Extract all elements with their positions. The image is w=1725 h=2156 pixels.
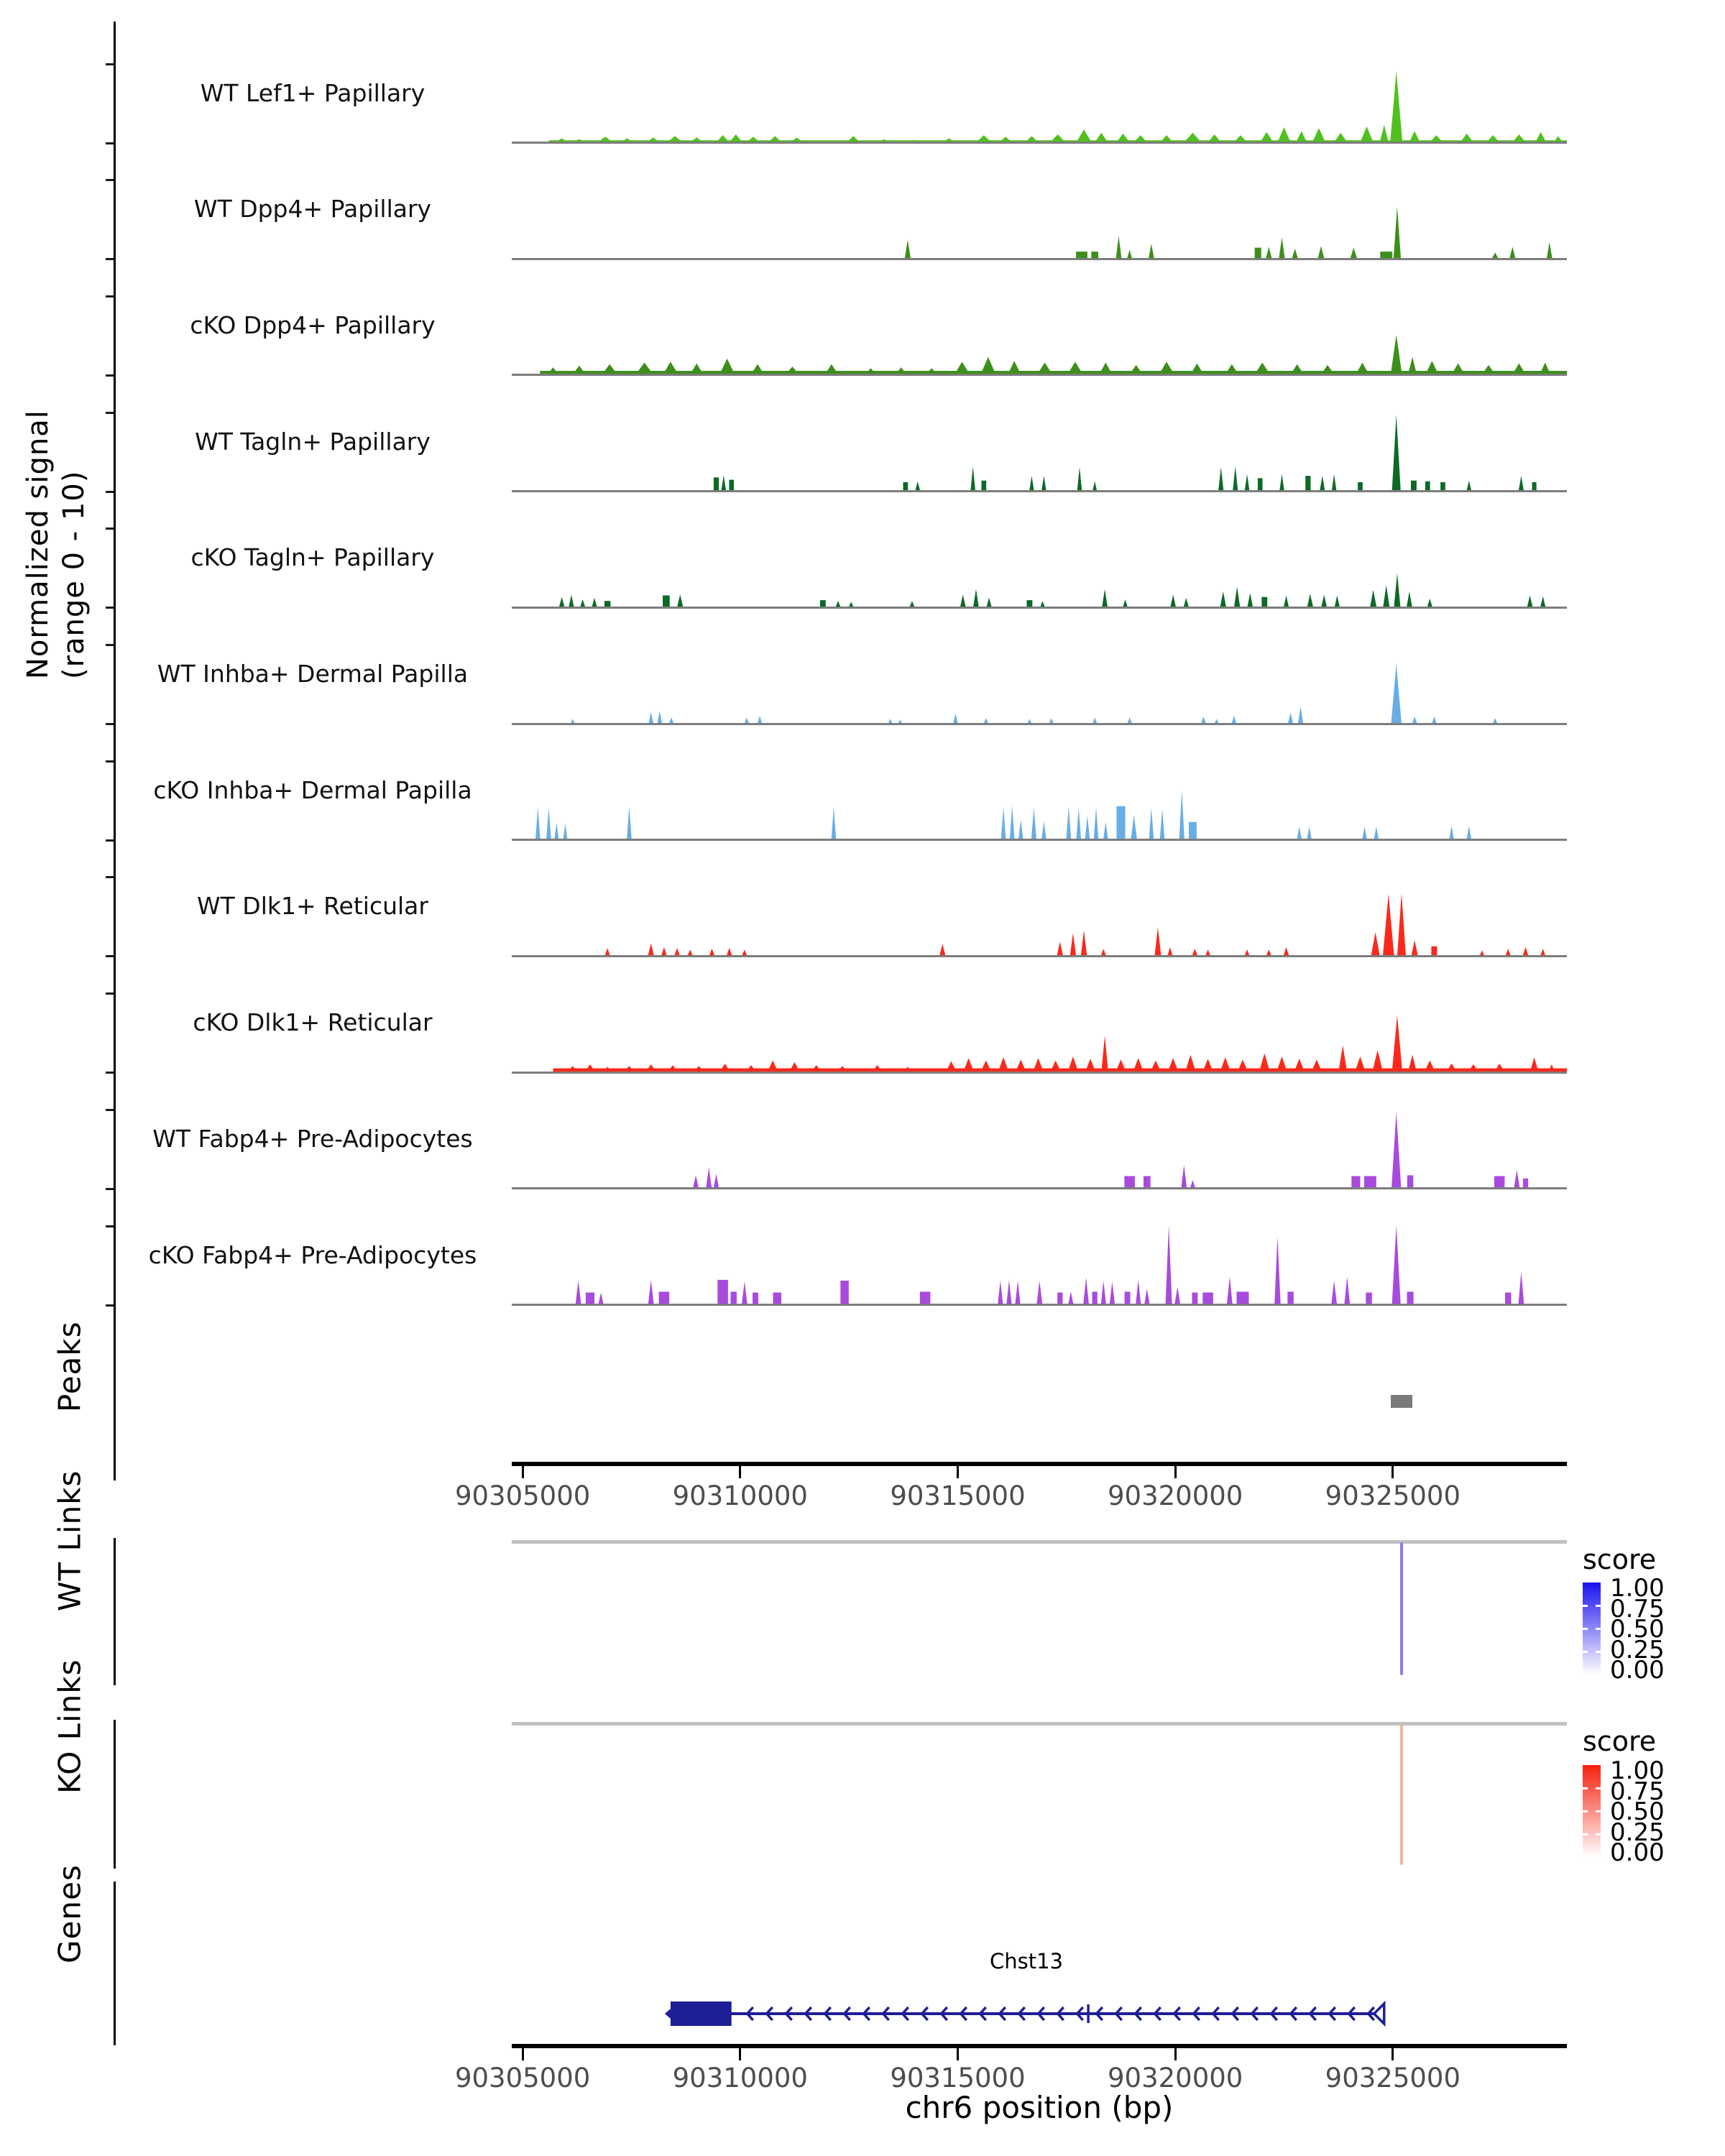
track-row	[0, 856, 1725, 957]
y-axis-label-line2: (range 0 - 10)	[58, 470, 91, 679]
ko-score-legend-title: score	[1583, 1726, 1657, 1757]
wt-link-mark	[1400, 1542, 1403, 1675]
figure-root: Normalized signal (range 0 - 10) WT Lef1+ Papillary WT Dpp4+ Papillary cKO Dpp4+ Papillary WT Tagln+ Papillary cKO Tagln+ Papillary WT Inhba+ Dermal Papilla cKO Inhba+ Dermal Papilla WT Dlk1+ Reticular cKO Dlk1+ Reticular WT Fabp4+ Pre-Adipocytes cKO Fabp4+ Pre-Adipocytes Peaks 90305000 90310000 90315000 90320000 90325000 WT Links score 1.00 0.75 0.50 0.25 0.00 KO Links score 1.00 0.75 0.50 0.25 0.00 Genes Chst13 90305000 90310000 90315000 90320000 90325000 chr6 position (bp)	[0, 0, 1725, 2156]
x-axis-line	[512, 2044, 1567, 2048]
score-legend-label: 0.75	[1610, 1777, 1665, 1806]
x-axis-tick	[1174, 2048, 1177, 2060]
x-axis-tick	[522, 2048, 524, 2060]
score-legend-notch	[1583, 1787, 1588, 1789]
x-axis-tick	[739, 1466, 741, 1478]
score-legend-label: 1.00	[1610, 1756, 1665, 1785]
track-row	[0, 972, 1725, 1074]
wt-links-bracket	[114, 1538, 116, 1685]
track-plot	[512, 159, 1567, 260]
x-axis-tick	[739, 2048, 741, 2060]
track-row	[0, 42, 1725, 144]
score-legend-label: 0.00	[1610, 1838, 1665, 1867]
score-legend-notch	[1583, 1833, 1588, 1835]
x-axis-tick-label: 90325000	[1325, 1480, 1460, 1511]
track-row	[0, 624, 1725, 725]
x-axis-tick-label: 90310000	[672, 2063, 808, 2093]
track-plot	[512, 42, 1567, 144]
track-plot	[512, 624, 1567, 725]
track-label: WT Tagln+ Papillary	[195, 427, 431, 456]
track-label: cKO Dlk1+ Reticular	[193, 1008, 433, 1037]
track-plot	[512, 856, 1567, 957]
track-plot	[512, 972, 1567, 1074]
track-label: cKO Fabp4+ Pre-Adipocytes	[148, 1240, 477, 1269]
score-legend-label: 0.25	[1610, 1818, 1665, 1847]
track-row	[0, 391, 1725, 492]
x-axis-tick-label: 90320000	[1108, 1480, 1243, 1511]
x-axis-tick	[1392, 1466, 1394, 1478]
track-label: WT Fabp4+ Pre-Adipocytes	[152, 1124, 473, 1153]
score-legend-label: 0.50	[1610, 1797, 1665, 1826]
score-legend-label: 0.50	[1610, 1615, 1665, 1644]
wt-links-baseline	[512, 1540, 1567, 1544]
score-legend-notch	[1583, 1810, 1588, 1812]
score-legend-notch	[1596, 1833, 1601, 1835]
track-row	[0, 507, 1725, 609]
track-label: cKO Dpp4+ Papillary	[190, 310, 436, 339]
track-label: WT Lef1+ Papillary	[200, 78, 426, 107]
score-legend-notch	[1583, 1628, 1588, 1630]
ko-links-baseline	[512, 1722, 1567, 1726]
track-label: WT Inhba+ Dermal Papilla	[157, 660, 469, 688]
ko-link-mark	[1400, 1724, 1403, 1865]
score-legend-label: 1.00	[1610, 1574, 1665, 1603]
track-label: cKO Inhba+ Dermal Papilla	[153, 775, 472, 804]
genes-bracket	[114, 1881, 116, 2045]
peaks-bracket	[114, 1344, 116, 1480]
x-axis-line	[512, 1462, 1567, 1466]
track-plot	[512, 1088, 1567, 1189]
wt-score-legend-title: score	[1583, 1544, 1657, 1575]
x-axis-tick	[957, 2048, 959, 2060]
track-label: WT Dpp4+ Papillary	[193, 195, 432, 224]
track-plot	[512, 1204, 1567, 1306]
x-axis-tick-label: 90310000	[672, 1480, 808, 1511]
x-axis-tick-label: 90320000	[1108, 2063, 1243, 2093]
x-axis-tick-label: 90315000	[890, 1480, 1026, 1511]
score-legend-notch	[1596, 1605, 1601, 1607]
peak-region-box	[1391, 1395, 1412, 1408]
x-axis-tick	[1174, 1466, 1177, 1478]
track-plot	[512, 740, 1567, 841]
track-plot	[512, 275, 1567, 376]
gene-model	[512, 1991, 1567, 2041]
score-legend-label: 0.25	[1610, 1635, 1665, 1664]
score-legend-notch	[1596, 1651, 1601, 1653]
track-row	[0, 275, 1725, 376]
x-axis-tick	[1392, 2048, 1394, 2060]
score-legend-notch	[1583, 1605, 1588, 1607]
x-axis-tick-label: 90305000	[454, 1480, 591, 1511]
x-axis-tick	[957, 1466, 959, 1478]
y-axis-label-line1: Normalized signal	[22, 410, 55, 679]
score-legend-notch	[1583, 1651, 1588, 1653]
x-axis-tick-label: 90315000	[890, 2063, 1026, 2093]
score-legend-notch	[1596, 1810, 1601, 1812]
track-plot	[512, 507, 1567, 609]
gene-name-label: Chst13	[989, 1949, 1063, 1973]
x-axis-tick-label: 90305000	[454, 2063, 591, 2093]
x-axis-tick-label: 90325000	[1325, 2063, 1460, 2093]
score-legend-label: 0.00	[1610, 1656, 1665, 1685]
track-plot	[512, 391, 1567, 492]
ko-links-bracket	[114, 1720, 116, 1869]
score-legend-notch	[1596, 1628, 1601, 1630]
track-row	[0, 740, 1725, 841]
track-row	[0, 1204, 1725, 1306]
score-legend-notch	[1596, 1787, 1601, 1789]
track-label: WT Dlk1+ Reticular	[197, 892, 428, 921]
track-row	[0, 159, 1725, 260]
score-legend-label: 0.75	[1610, 1594, 1665, 1623]
x-axis-title: chr6 position (bp)	[905, 2090, 1174, 2125]
x-axis-tick	[522, 1466, 524, 1478]
track-label: cKO Tagln+ Papillary	[190, 543, 435, 572]
track-row	[0, 1088, 1725, 1189]
